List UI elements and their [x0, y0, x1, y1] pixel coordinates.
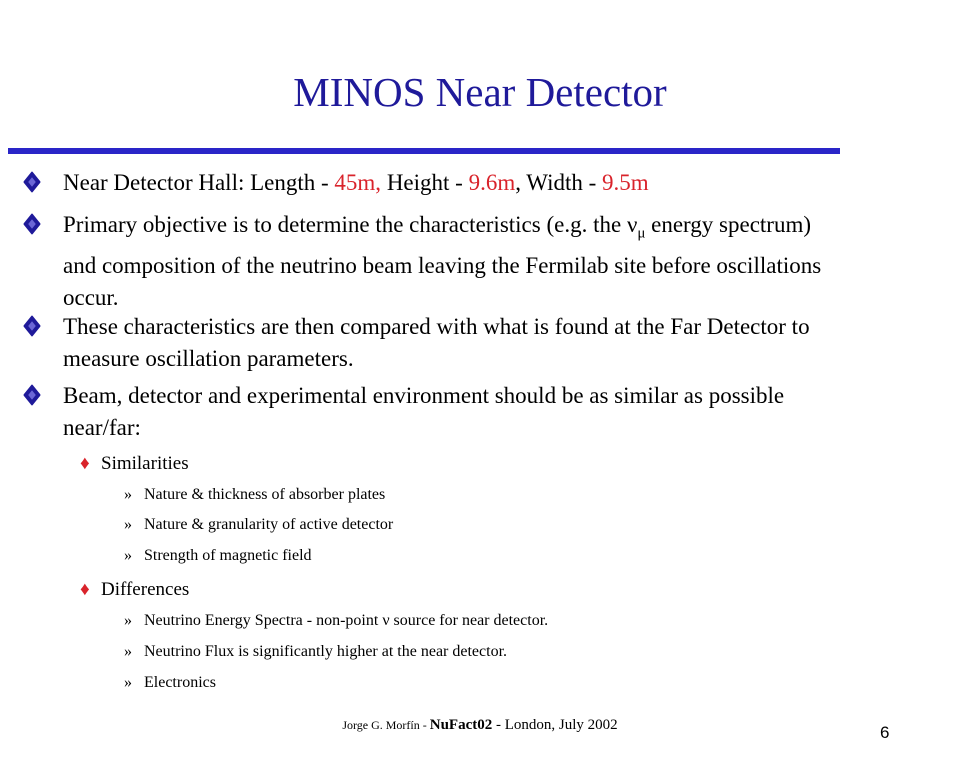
subsub-marker: »	[124, 516, 132, 533]
comparison-line-1: These characteristics are then compared with what is found at the Far Detector to	[63, 314, 810, 339]
similarity-item: » Strength of magnetic field	[124, 545, 312, 567]
environment-line-1: Beam, detector and experimental environment should be as similar as possible	[63, 383, 785, 408]
footer-author: Jorge G. Morfín -	[342, 718, 430, 732]
objective-line-1: Primary objective is to determine the characteristics (e.g. the $\nu_\mu$ energy spectrum)	[63, 212, 812, 242]
subsub-marker: »	[124, 674, 132, 691]
sub-bullet-marker-similarities: ♦	[80, 453, 90, 474]
sub-bullet-marker-differences: ♦	[80, 579, 90, 600]
hall-text-3: , Width -	[515, 170, 603, 195]
similarities-heading: Similarities	[101, 453, 189, 474]
similarity-item: » Nature & granularity of active detector	[124, 514, 393, 536]
nu-symbol: ν	[626, 212, 638, 237]
slide-footer	[0, 717, 960, 734]
bullet-marker-1	[23, 171, 41, 193]
similarity-item: » Nature & thickness of absorber plates	[124, 484, 385, 506]
page-number: 6	[880, 723, 890, 742]
bullet-marker-4	[23, 384, 41, 406]
footer-conference: NuFact02	[429, 717, 493, 733]
objective-line-2: and composition of the neutrino beam leaving the Fermilab site before oscillations	[63, 252, 822, 278]
comparison-line-2: measure oscillation parameters.	[63, 346, 354, 371]
subsub-marker: »	[124, 547, 132, 564]
hall-text-2: Height -	[381, 170, 469, 195]
bullet-primary-objective	[63, 209, 948, 314]
bullet-hall-dimensions	[63, 167, 948, 199]
bullet-marker-2	[23, 213, 41, 235]
environment-line-2: near/far:	[63, 415, 141, 440]
difference-item: » Neutrino Energy Spectra - non-point ν source for near detector.	[124, 610, 548, 632]
subsub-marker: »	[124, 643, 132, 660]
bullet-marker-3	[23, 315, 41, 337]
mu-subscript: μ	[637, 225, 646, 242]
hall-width-value: 9.5m	[602, 170, 649, 195]
hall-length-value: 45m,	[334, 170, 382, 195]
footer-location-date: - London, July 2002	[492, 717, 618, 733]
objective-line-3: occur.	[63, 284, 119, 310]
differences-heading: Differences	[101, 579, 190, 600]
difference-item: » Electronics	[124, 672, 216, 694]
hall-height-value: 9.6m	[468, 170, 516, 195]
bullet-environment	[63, 380, 948, 444]
slide-title: MINOS Near Detector	[293, 69, 667, 115]
hall-text-1: Near Detector Hall: Length -	[63, 170, 335, 195]
bullet-comparison	[63, 311, 948, 375]
subsub-marker: »	[124, 612, 132, 629]
title-divider	[8, 148, 840, 154]
subsub-marker: »	[124, 486, 132, 503]
difference-item: » Neutrino Flux is significantly higher at the near detector.	[124, 641, 507, 663]
